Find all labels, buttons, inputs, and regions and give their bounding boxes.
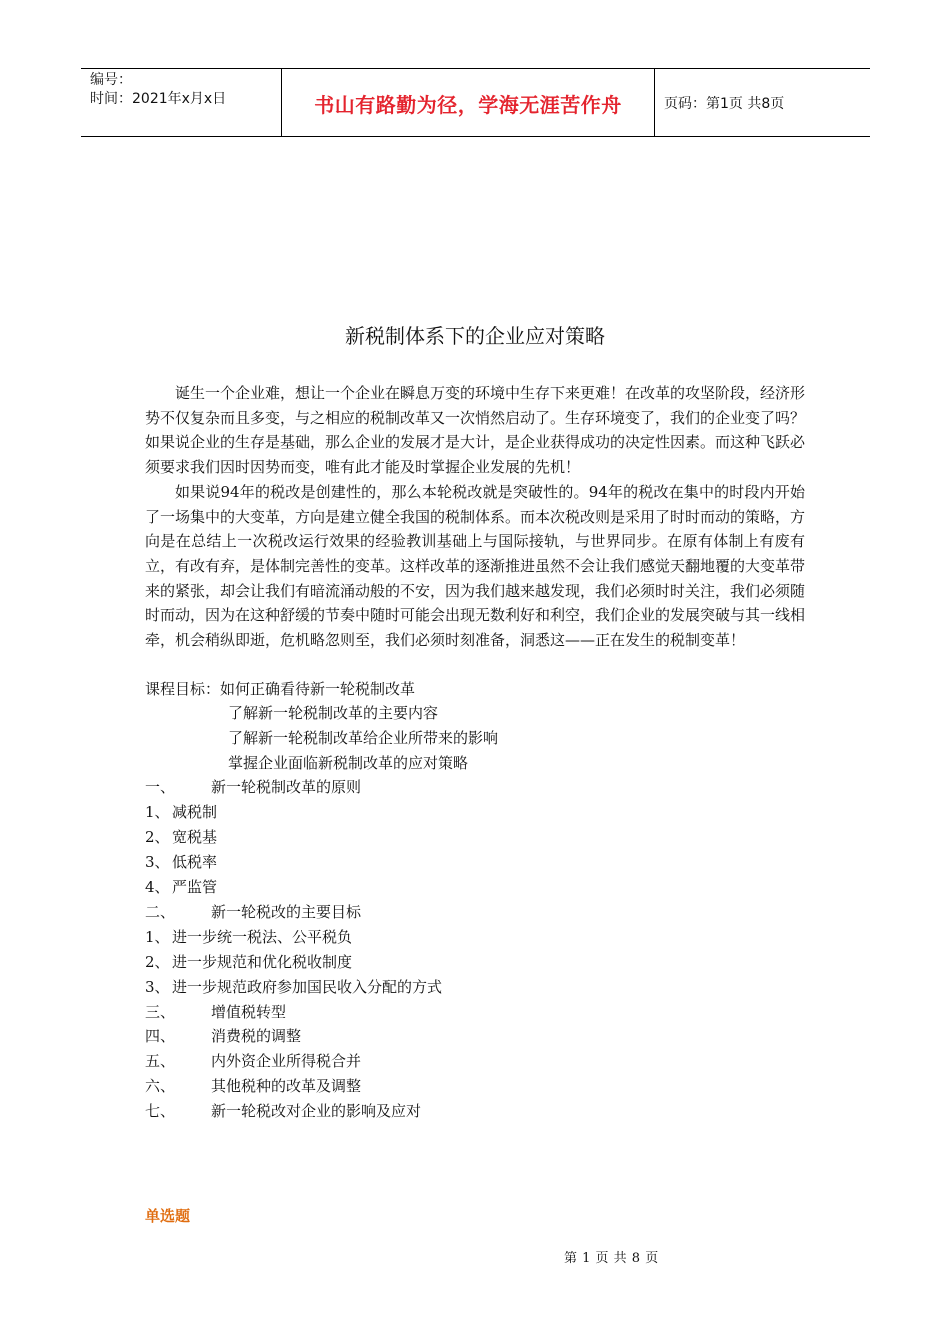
outline-number: 4、: [145, 878, 170, 897]
header-motto-cell: [282, 69, 655, 136]
intro-paragraph-2: 如果说94年的税改是创建性的，那么本轮税改就是突破性的。94年的税改在集中的时段内开始了一场集中的大变革，方向是建立健全我国的税制体系。而本次税改则是采用了时时而动的策略，方向是在总结上一次税改运行效果的经验教训基础上与国际接轨，与世界同步。在原有体制上有废有立，有改有弃，是体制完善性的变革。这样改革的逐渐推进虽然不会让我们感觉天翻地覆的大变革带来的紧张，却会让我们有暗流涌动般的不安，因为我们越来越发现，我们必须时时关注，我们必须随时而动，因为在这种舒缓的节奏中随时可能会出现无数利好和利空，我们企业的发展突破与其一线相牵，机会稍纵即逝，危机略忽则至，我们必须时刻准备，洞悉这——正在发生的税制变革！: [145, 482, 806, 650]
outline-text: 严监管: [172, 878, 218, 897]
outline-item: [145, 850, 805, 875]
outline-item: [145, 925, 805, 950]
course-goal-item: 了解新一轮税制改革的主要内容: [228, 704, 439, 723]
outline-number: 2、: [145, 828, 170, 847]
outline-item: [145, 1000, 805, 1025]
outline-number: 一、: [145, 778, 176, 797]
header-motto: 书山有路勤为径，学海无涯苦作舟: [314, 93, 622, 117]
document-body: [145, 381, 805, 1124]
course-goal-item: 如何正确看待新一轮税制改革: [220, 679, 416, 698]
outline-text: 新一轮税制改革的原则: [211, 778, 362, 797]
outline-item: [145, 825, 805, 850]
outline-item: [145, 1049, 805, 1074]
outline-text: 消费税的调整: [211, 1027, 302, 1046]
intro-paragraph-1: 诞生一个企业难，想让一个企业在瞬息万变的环境中生存下来更难！在改革的攻坚阶段，经济形势不仅复杂而且多变，与之相应的税制改革又一次悄然启动了。生存环境变了，我们的企业变了吗？如果说企业的生存是基础，那么企业的发展才是大计，是企业获得成功的决定性因素。而这种飞跃必须要求我们因时因势而变，唯有此才能及时掌握企业发展的先机！: [145, 384, 806, 477]
header-page-cell: [655, 69, 870, 136]
outline-item: [145, 900, 805, 925]
outline-item: [145, 875, 805, 900]
course-goal-item: 掌握企业面临新税制改革的应对策略: [228, 753, 469, 772]
page-header: [81, 68, 870, 137]
page-footer: 第 1 页 共 8 页: [564, 1251, 659, 1266]
section-label-single-choice: 单选题: [145, 1207, 191, 1225]
document-title: 新税制体系下的企业应对策略: [345, 324, 605, 348]
outline-text: 进一步规范和优化税收制度: [172, 952, 353, 971]
outline-number: 三、: [145, 1002, 176, 1021]
header-meta-cell: [81, 69, 282, 136]
outline-text: 宽税基: [172, 828, 218, 847]
course-goals: [145, 677, 805, 776]
outline-number: 1、: [145, 803, 170, 822]
outline-item: [145, 1024, 805, 1049]
course-goals-label: 课程目标：: [145, 679, 221, 698]
outline-number: 1、: [145, 927, 170, 946]
course-goal-item: 了解新一轮税制改革给企业所带来的影响: [228, 729, 499, 748]
outline-number: 七、: [145, 1102, 176, 1121]
outline-number: 3、: [145, 853, 170, 872]
course-goal-first: [145, 677, 805, 702]
outline-text: 进一步统一税法、公平税负: [172, 927, 353, 946]
outline-number: 2、: [145, 952, 170, 971]
outline-number: 四、: [145, 1027, 176, 1046]
outline-text: 新一轮税改对企业的影响及应对: [211, 1102, 422, 1121]
outline-number: 六、: [145, 1077, 176, 1096]
outline-number: 3、: [145, 977, 170, 996]
outline-item: [145, 1099, 805, 1124]
outline-text: 低税率: [172, 853, 218, 872]
outline-text: 内外资企业所得税合并: [211, 1052, 362, 1071]
outline-item: [145, 950, 805, 975]
outline-text: 减税制: [172, 803, 218, 822]
outline-number: 五、: [145, 1052, 176, 1071]
document-time-label: 时间：2021年x月x日: [90, 91, 227, 107]
course-outline: [145, 775, 805, 1123]
header-page-number: 页码：第1页 共8页: [664, 95, 785, 112]
document-number-label: 编号：: [90, 72, 132, 88]
outline-item: [145, 775, 805, 800]
outline-text: 其他税种的改革及调整: [211, 1077, 362, 1096]
outline-item: [145, 975, 805, 1000]
outline-number: 二、: [145, 902, 176, 921]
outline-text: 增值税转型: [211, 1002, 287, 1021]
outline-item: [145, 800, 805, 825]
outline-text: 新一轮税改的主要目标: [211, 902, 362, 921]
outline-item: [145, 1074, 805, 1099]
outline-text: 进一步规范政府参加国民收入分配的方式: [172, 977, 443, 996]
